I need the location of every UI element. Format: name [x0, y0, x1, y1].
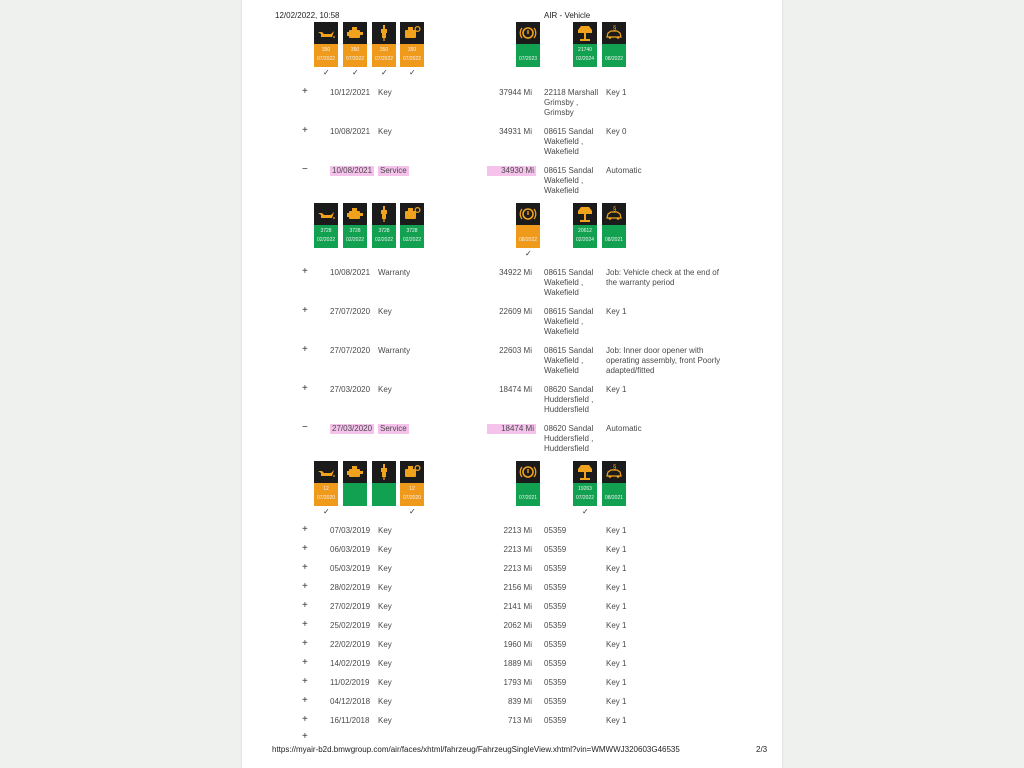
page-title: AIR - Vehicle — [544, 11, 591, 20]
check-mark: ✓ — [582, 507, 589, 516]
tile-remaining: 12 — [409, 486, 415, 492]
record-location: 05359 — [544, 602, 567, 611]
expand-button[interactable]: + — [302, 676, 308, 687]
record-mileage: 22609 Mi — [499, 307, 532, 316]
record-location: 08615 Sandal Wakefield , Wakefield — [544, 268, 594, 297]
record-type: Service — [380, 424, 407, 433]
record-type: Key — [378, 697, 392, 706]
tile-remaining: 3728 — [378, 228, 390, 234]
expand-button[interactable]: + — [302, 562, 308, 573]
record-location: 05359 — [544, 621, 567, 630]
record-type: Key — [378, 564, 392, 573]
service-tile — [314, 203, 338, 248]
record-type: Key — [378, 583, 392, 592]
tile-remaining: 12 — [323, 486, 329, 492]
record-mileage: 1793 Mi — [503, 678, 532, 687]
tile-remaining: 3728 — [349, 228, 361, 234]
check-mark: ✓ — [525, 249, 532, 258]
tile-due-date: 07/2022 — [316, 56, 336, 62]
tile-due-date: 07/2022 — [374, 56, 394, 62]
record-mileage: 2062 Mi — [503, 621, 532, 630]
record-note: Key 0 — [606, 127, 627, 136]
record-date: 27/02/2019 — [330, 602, 371, 611]
service-tile — [343, 203, 367, 248]
tile-remaining: 350 — [321, 47, 331, 53]
record-type: Key — [378, 88, 392, 97]
record-location: 05359 — [544, 716, 567, 725]
tile-due-date: 07/2022 — [345, 56, 365, 62]
record-location: 08615 Sandal Wakefield , Wakefield — [544, 166, 594, 195]
record-note: Key 1 — [606, 385, 627, 394]
service-tile — [343, 22, 367, 67]
record-mileage: 1889 Mi — [503, 659, 532, 668]
record-type: Key — [378, 659, 392, 668]
service-tile — [400, 22, 424, 67]
record-date: 27/03/2020 — [332, 424, 373, 433]
record-note: Automatic — [606, 166, 642, 175]
tile-due-date: 08/2022 — [518, 237, 538, 243]
expand-button[interactable]: + — [302, 638, 308, 649]
record-type: Key — [378, 678, 392, 687]
record-mileage: 2213 Mi — [503, 564, 532, 573]
record-type: Key — [378, 127, 392, 136]
service-tile — [343, 461, 367, 506]
service-tile — [516, 461, 540, 506]
expand-button[interactable]: + — [302, 657, 308, 668]
tile-status-background — [343, 483, 367, 506]
tile-due-date: 07/2020 — [316, 495, 336, 501]
record-location: 05359 — [544, 564, 567, 573]
tile-due-date: 02/2022 — [316, 237, 336, 243]
service-tile — [372, 203, 396, 248]
service-tile — [573, 22, 597, 67]
expand-button[interactable]: + — [302, 600, 308, 611]
tile-due-date: 08/2021 — [604, 237, 624, 243]
record-location: 08615 Sandal Wakefield , Wakefield — [544, 307, 594, 336]
tile-remaining: 3728 — [406, 228, 418, 234]
record-location: 08615 Sandal Wakefield , Wakefield — [544, 346, 594, 375]
record-location: 05359 — [544, 678, 567, 687]
expand-button[interactable]: + — [302, 695, 308, 706]
record-location: 05359 — [544, 659, 567, 668]
tile-remaining: 350 — [350, 47, 360, 53]
record-type: Key — [378, 526, 392, 535]
svg-text:§: § — [613, 206, 617, 213]
svg-text:§: § — [613, 25, 617, 32]
record-location: 05359 — [544, 640, 567, 649]
record-location: 05359 — [544, 545, 567, 554]
record-mileage: 713 Mi — [507, 716, 532, 725]
record-mileage: 18474 Mi — [487, 424, 536, 434]
record-date: 10/08/2021 — [332, 166, 373, 175]
tile-remaining: 3728 — [320, 228, 332, 234]
record-date: 22/02/2019 — [330, 640, 371, 649]
record-note: Key 1 — [606, 88, 627, 97]
record-mileage: 2213 Mi — [503, 545, 532, 554]
tile-due-date: 07/2022 — [575, 495, 595, 501]
tile-due-date: 02/2022 — [345, 237, 365, 243]
record-mileage: 18474 Mi — [499, 385, 532, 394]
document-page — [242, 0, 782, 768]
expand-button[interactable]: + — [302, 266, 308, 277]
service-tile — [314, 22, 338, 67]
record-mileage: 2141 Mi — [503, 602, 532, 611]
tile-due-date: 08/2021 — [604, 495, 624, 501]
check-mark: ✓ — [323, 507, 330, 516]
service-tile — [516, 203, 540, 248]
tile-due-date: 08/2022 — [604, 56, 624, 62]
service-tile — [602, 461, 626, 506]
record-mileage: 34922 Mi — [499, 268, 532, 277]
record-location: 08615 Sandal Wakefield , Wakefield — [544, 127, 594, 156]
record-mileage: 34931 Mi — [499, 127, 532, 136]
record-mileage: 839 Mi — [507, 697, 532, 706]
record-mileage: 2213 Mi — [503, 526, 532, 535]
record-type: Warranty — [378, 268, 411, 277]
record-type: Key — [378, 385, 392, 394]
tile-remaining: 350 — [407, 47, 417, 53]
record-date: 14/02/2019 — [330, 659, 371, 668]
record-date: 10/12/2021 — [330, 88, 371, 97]
expand-button[interactable]: + — [302, 344, 308, 355]
service-tile — [516, 22, 540, 67]
record-type: Key — [378, 307, 392, 316]
record-mileage: 34930 Mi — [487, 166, 536, 176]
record-location: 05359 — [544, 526, 567, 535]
record-date: 07/03/2019 — [330, 526, 371, 535]
tile-due-date: 07/2021 — [518, 495, 538, 501]
tile-due-date: 02/2022 — [374, 237, 394, 243]
service-tile — [372, 22, 396, 67]
tile-status-background — [372, 483, 396, 506]
tile-remaining: 20612 — [578, 228, 592, 234]
service-tile — [314, 461, 338, 506]
record-type: Key — [378, 545, 392, 554]
tile-due-date: 02/2024 — [575, 56, 595, 62]
collapse-button[interactable]: − — [302, 422, 308, 433]
check-mark: ✓ — [409, 507, 416, 516]
record-date: 27/07/2020 — [330, 307, 371, 316]
record-type: Key — [378, 640, 392, 649]
record-date: 11/02/2019 — [330, 678, 370, 687]
tile-remaining: 350 — [379, 47, 389, 53]
record-location: 08620 Sandal Huddersfield , Huddersfield — [544, 424, 594, 453]
footer-url[interactable]: https://myair-b2d.bmwgroup.com/air/faces/xhtml/fahrzeug/FahrzeugSingleView.xhtml?vin=WMWWJ320603G46535 — [272, 745, 680, 754]
service-tile — [400, 461, 424, 506]
record-date: 27/03/2020 — [330, 385, 371, 394]
record-date: 25/02/2019 — [330, 621, 371, 630]
tile-remaining: 19263 — [578, 486, 592, 492]
expand-button[interactable]: + — [302, 524, 308, 535]
check-mark: ✓ — [409, 68, 416, 77]
expand-button[interactable]: + — [302, 619, 308, 630]
tile-due-date: 07/2022 — [402, 56, 422, 62]
check-mark: ✓ — [323, 68, 330, 77]
record-date: 04/12/2018 — [330, 697, 371, 706]
record-date: 16/11/2018 — [330, 716, 370, 725]
record-mileage: 22603 Mi — [499, 346, 532, 355]
record-note: Automatic — [606, 424, 642, 433]
record-mileage: 37944 Mi — [499, 88, 532, 97]
tile-due-date: 02/2024 — [575, 237, 595, 243]
record-type: Warranty — [378, 346, 411, 355]
record-location: 22118 Marshall Grimsby , Grimsby — [544, 88, 599, 117]
svg-text:§: § — [613, 464, 617, 471]
record-note: Key 1 — [606, 602, 627, 611]
record-location: 05359 — [544, 697, 567, 706]
record-note: Key 1 — [606, 545, 627, 554]
service-tile — [573, 203, 597, 248]
record-note: Key 1 — [606, 307, 627, 316]
expand-button[interactable]: + — [302, 383, 308, 394]
record-date: 28/02/2019 — [330, 583, 371, 592]
expand-button[interactable]: + — [302, 731, 308, 742]
expand-button[interactable]: + — [302, 543, 308, 554]
record-date: 05/03/2019 — [330, 564, 371, 573]
expand-button[interactable]: + — [302, 86, 308, 97]
record-note: Key 1 — [606, 716, 627, 725]
record-location: 08620 Sandal Huddersfield , Huddersfield — [544, 385, 594, 414]
record-note: Key 1 — [606, 678, 627, 687]
record-type: Service — [380, 166, 407, 175]
record-note: Job: Vehicle check at the end of the warranty period — [606, 268, 719, 287]
record-mileage: 2156 Mi — [503, 583, 532, 592]
record-type: Key — [378, 602, 392, 611]
tile-due-date: 07/2020 — [402, 495, 422, 501]
service-tile — [602, 203, 626, 248]
expand-button[interactable]: + — [302, 305, 308, 316]
tile-due-date: 02/2022 — [402, 237, 422, 243]
expand-button[interactable]: + — [302, 714, 308, 725]
expand-button[interactable]: + — [302, 125, 308, 136]
service-tile — [573, 461, 597, 506]
check-mark: ✓ — [352, 68, 359, 77]
record-date: 10/08/2021 — [330, 127, 371, 136]
record-type: Key — [378, 621, 392, 630]
record-note: Key 1 — [606, 526, 627, 535]
collapse-button[interactable]: − — [302, 164, 308, 175]
record-date: 27/07/2020 — [330, 346, 371, 355]
service-tile — [602, 22, 626, 67]
record-note: Key 1 — [606, 697, 627, 706]
record-date: 10/08/2021 — [330, 268, 371, 277]
check-mark: ✓ — [381, 68, 388, 77]
service-tile — [400, 203, 424, 248]
record-mileage: 1960 Mi — [503, 640, 532, 649]
record-note: Key 1 — [606, 583, 627, 592]
print-datetime: 12/02/2022, 10:58 — [275, 11, 340, 20]
record-note: Key 1 — [606, 564, 627, 573]
record-note: Key 1 — [606, 621, 627, 630]
record-note: Key 1 — [606, 640, 627, 649]
record-location: 05359 — [544, 583, 567, 592]
service-tile — [372, 461, 396, 506]
record-note: Job: Inner door opener with operating assembly, front Poorly adapted/fitted — [606, 346, 721, 375]
tile-remaining: 21740 — [578, 47, 592, 53]
tile-due-date: 07/2023 — [518, 56, 538, 62]
page-number: 2/3 — [756, 745, 768, 754]
record-type: Key — [378, 716, 392, 725]
record-date: 06/03/2019 — [330, 545, 371, 554]
expand-button[interactable]: + — [302, 581, 308, 592]
record-note: Key 1 — [606, 659, 627, 668]
